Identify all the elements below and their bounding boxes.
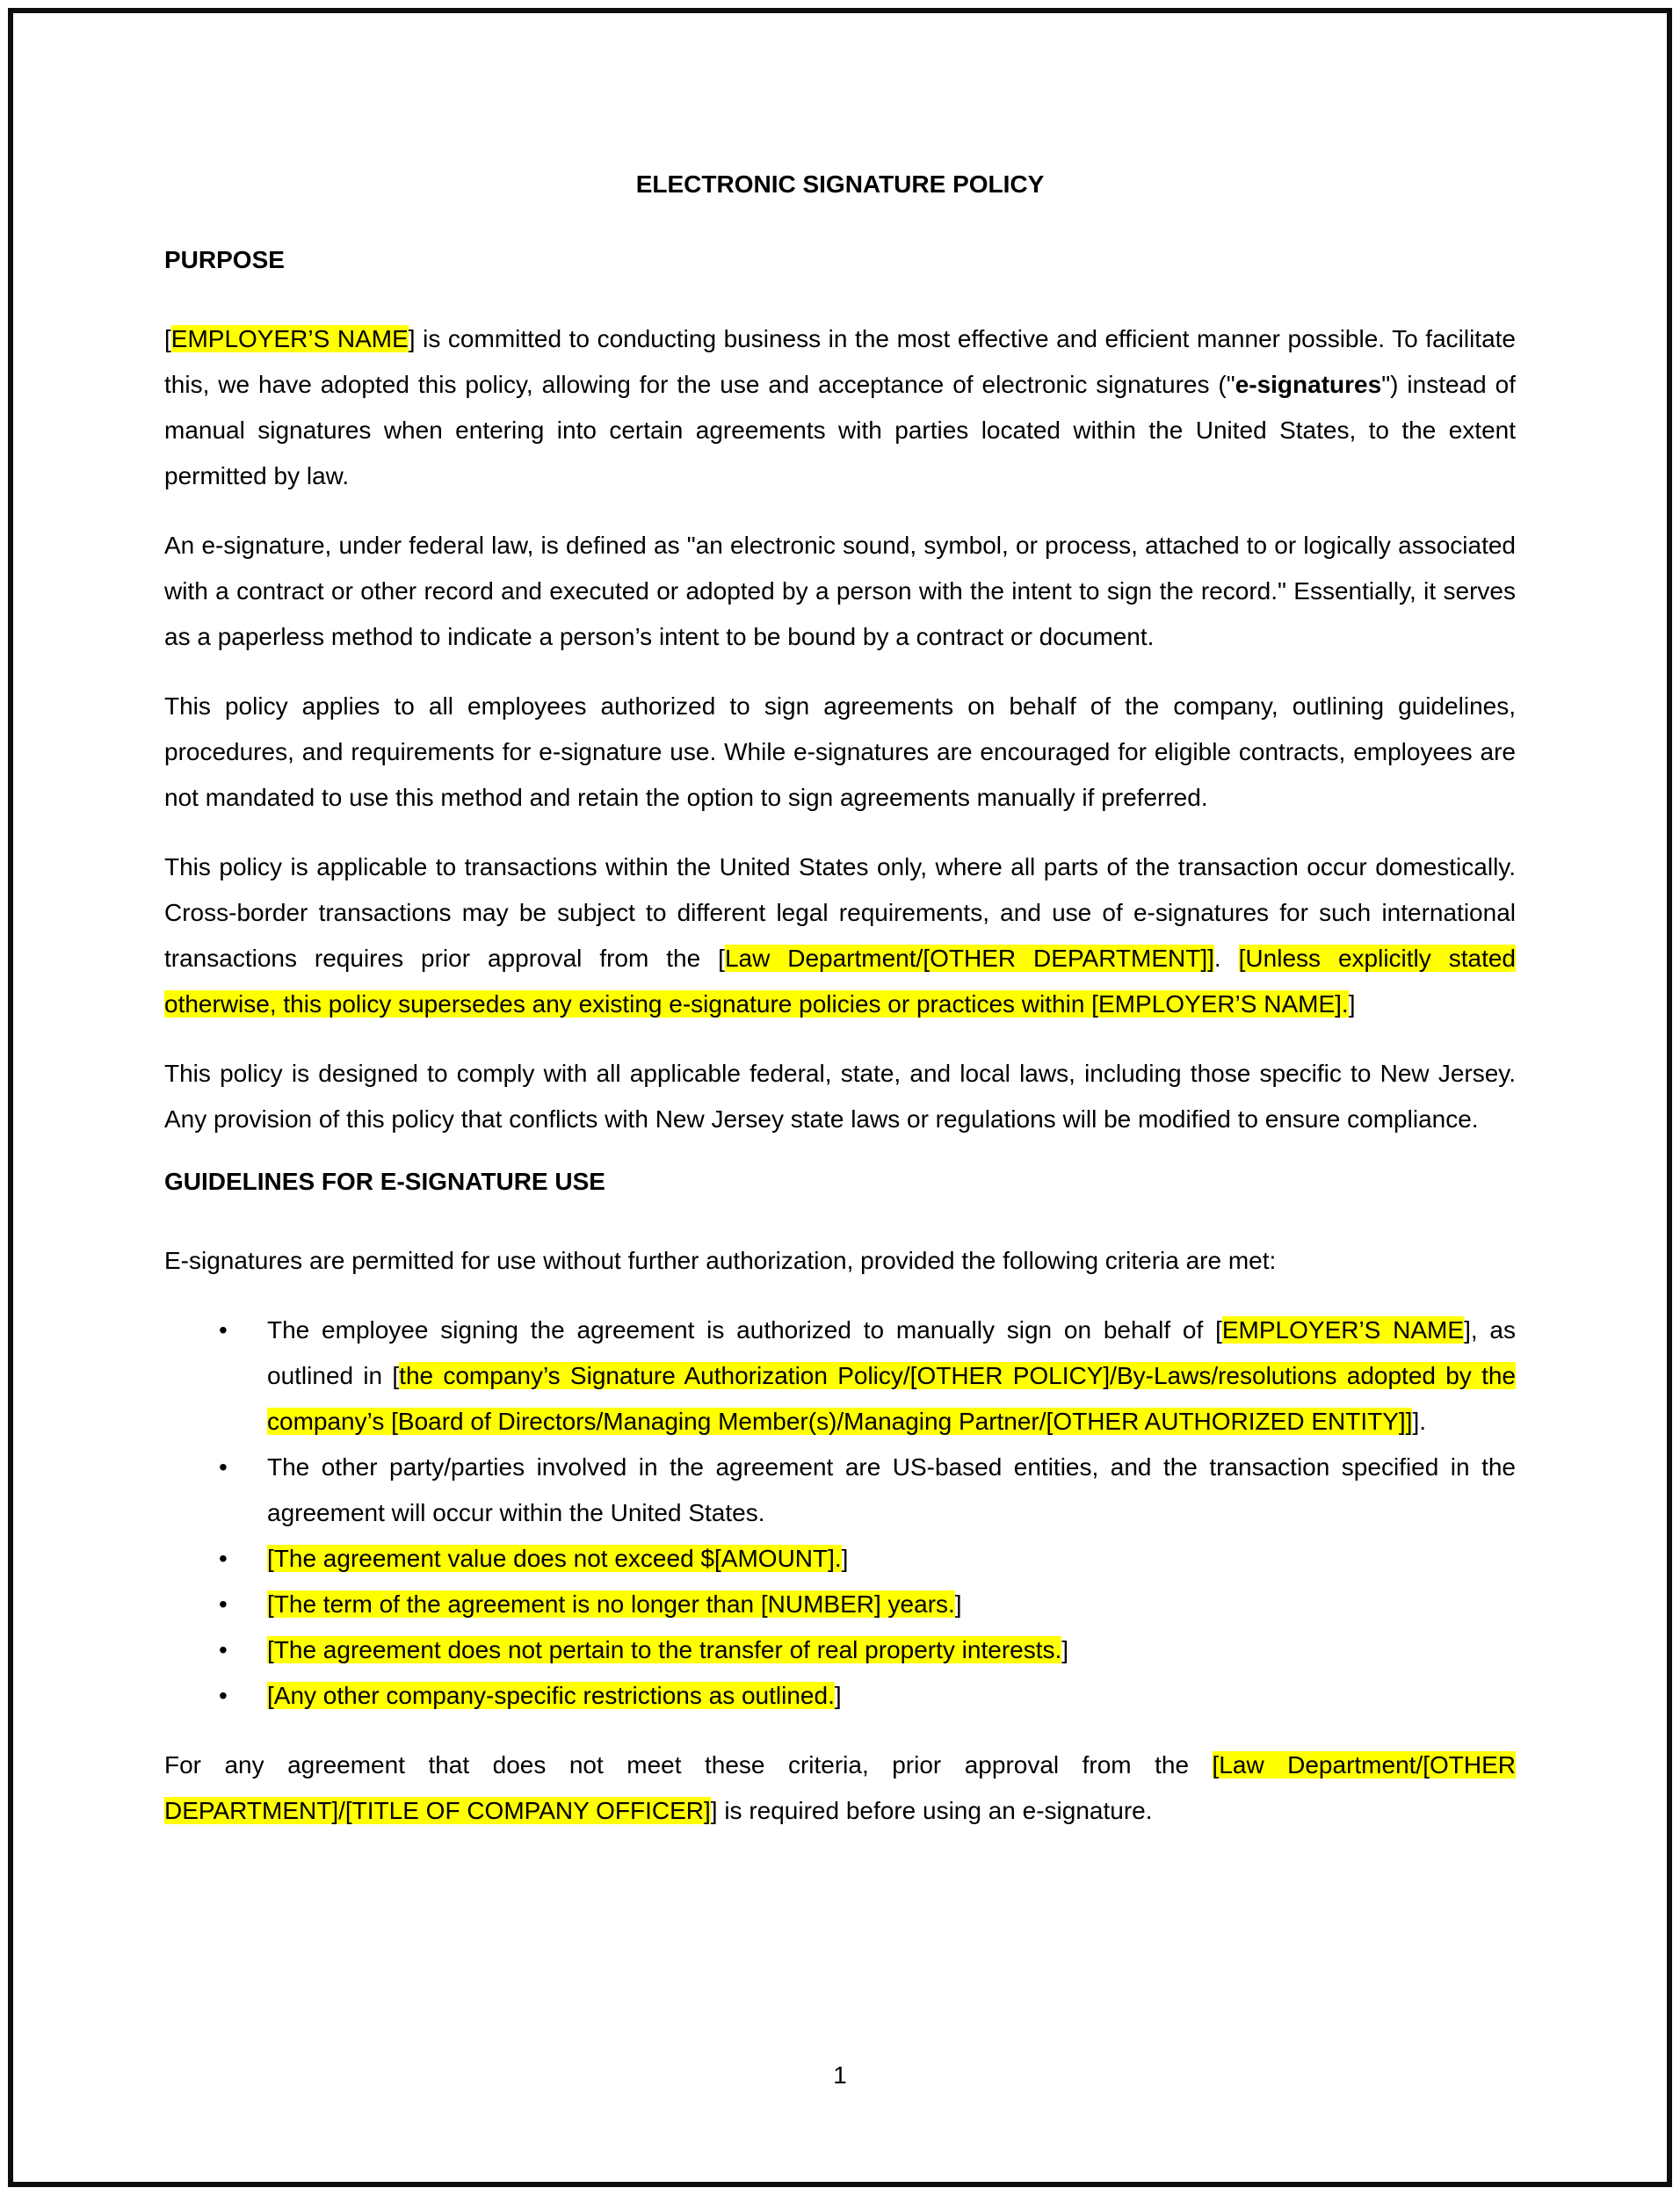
list-item-text (267, 1590, 962, 1618)
text-segment: ], as outlined in [ (267, 1316, 1516, 1389)
highlighted-placeholder-text: the company’s Signature Authorization Policy/[OTHER POLICY]/By-Laws/resolutions adopted by the company’s [Board of Directors/Managing Member(s)/Managing Partner/[OTHER AUTHORIZED ENTITY]] (267, 1362, 1516, 1435)
list-item-text (267, 1545, 848, 1572)
highlighted-placeholder-text: [The term of the agreement is no longer than [NUMBER] years. (267, 1590, 955, 1618)
highlighted-placeholder-text: [The agreement value does not exceed $[AMOUNT]. (267, 1545, 842, 1572)
highlighted-placeholder-text: EMPLOYER’S NAME (170, 325, 409, 352)
bullet-icon: • (219, 1453, 228, 1481)
bullet-icon: • (219, 1590, 228, 1618)
list-item (164, 1627, 1516, 1673)
paragraph-criteria-lead (164, 1238, 1516, 1284)
text-segment: This policy is applicable to transactions within the United States only, where all parts of the transaction occur domestically. Cross-border transactions may be subject to different legal requirements, and use of e-signatures for such international transactions requires prior approval from the [ (164, 853, 1516, 972)
paragraph-applicability (164, 684, 1516, 821)
bullet-icon: • (219, 1682, 228, 1709)
text-segment: ] is committed to conducting business in the most effective and efficient manner possible. To facilitate this, we have adopted this policy, allowing for the use and acceptance of electronic signatures (" (164, 325, 1517, 398)
document-title: ELECTRONIC SIGNATURE POLICY (635, 170, 1045, 198)
text-segment: An e-signature, under federal law, is defined as "an electronic sound, symbol, or process, attached to or logically associated with a contract or other record and executed or adopted by a person with the intent to sign the record." Essentially, it serves as a paperless method to indicate a person’s intent to be bound by a contract or document. (164, 532, 1516, 650)
paragraph-definition (164, 523, 1516, 660)
list-item (164, 1308, 1516, 1445)
list-item-text (267, 1682, 842, 1709)
text-segment: ] (954, 1590, 962, 1618)
list-item (164, 1445, 1516, 1536)
highlighted-placeholder-text: EMPLOYER’S NAME (1221, 1316, 1465, 1344)
highlighted-placeholder-text: [Unless explicitly stated otherwise, this policy supersedes any existing e-signature policies or practices within [EMPLOYER’S NAME]. (164, 945, 1516, 1018)
list-item (164, 1582, 1516, 1627)
bullet-icon: • (219, 1316, 228, 1344)
highlighted-placeholder-text: [Law Department/[OTHER DEPARTMENT]/[TITLE OF COMPANY OFFICER] (164, 1751, 1516, 1824)
text-segment: ] (1061, 1636, 1069, 1663)
list-item (164, 1673, 1516, 1719)
text-segment: ] is required before using an e-signature. (710, 1797, 1153, 1824)
list-item-text (267, 1316, 1516, 1435)
text-segment: E-signatures are permitted for use without further authorization, provided the following criteria are met: (164, 1247, 1277, 1274)
list-item (164, 1536, 1516, 1582)
heading-purpose: PURPOSE (164, 246, 285, 273)
paragraph-us-transactions (164, 844, 1516, 1027)
text-segment: ") instead of manual signatures when entering into certain agreements with parties located within the United States, to the extent permitted by law. (164, 371, 1516, 489)
text-segment: e-signatures (1235, 371, 1382, 398)
text-segment: ]. (1412, 1408, 1427, 1435)
text-segment: The employee signing the agreement is authorized to manually sign on behalf of [ (267, 1316, 1222, 1344)
list-item-text (267, 1636, 1068, 1663)
criteria-list (164, 1308, 1516, 1719)
document-content (164, 169, 1516, 1858)
bullet-icon: • (219, 1545, 228, 1572)
paragraph-compliance (164, 1051, 1516, 1142)
text-segment: ] (841, 1545, 849, 1572)
highlighted-placeholder-text: [The agreement does not pertain to the transfer of real property interests. (267, 1636, 1062, 1663)
text-segment: The other party/parties involved in the agreement are US-based entities, and the transaction specified in the agreement will occur within the United States. (267, 1453, 1516, 1526)
text-segment: ] (1348, 990, 1356, 1018)
text-segment: . (1213, 945, 1239, 972)
text-segment: ] (834, 1682, 842, 1709)
paragraph-approval-required (164, 1742, 1516, 1834)
paragraph-intro (164, 316, 1516, 499)
list-item-text (267, 1453, 1516, 1526)
text-segment: This policy applies to all employees authorized to sign agreements on behalf of the company, outlining guidelines, procedures, and requirements for e-signature use. While e-signatures are encouraged for eligible contracts, employees are not mandated to use this method and retain the option to sign agreements manually if preferred. (164, 692, 1516, 811)
page-number: 1 (833, 2061, 847, 2089)
highlighted-placeholder-text: Law Department/[OTHER DEPARTMENT]] (724, 945, 1214, 972)
heading-guidelines: GUIDELINES FOR E-SIGNATURE USE (164, 1168, 605, 1195)
bullet-icon: • (219, 1636, 228, 1663)
text-segment: For any agreement that does not meet these criteria, prior approval from the (164, 1751, 1213, 1778)
highlighted-placeholder-text: [Any other company-specific restrictions as outlined. (267, 1682, 835, 1709)
text-segment: This policy is designed to comply with all applicable federal, state, and local laws, including those specific to New Jersey. Any provision of this policy that conflicts with New Jersey state laws or regulations will be modified to ensure compliance. (164, 1060, 1516, 1133)
text-segment: [ (164, 325, 171, 352)
